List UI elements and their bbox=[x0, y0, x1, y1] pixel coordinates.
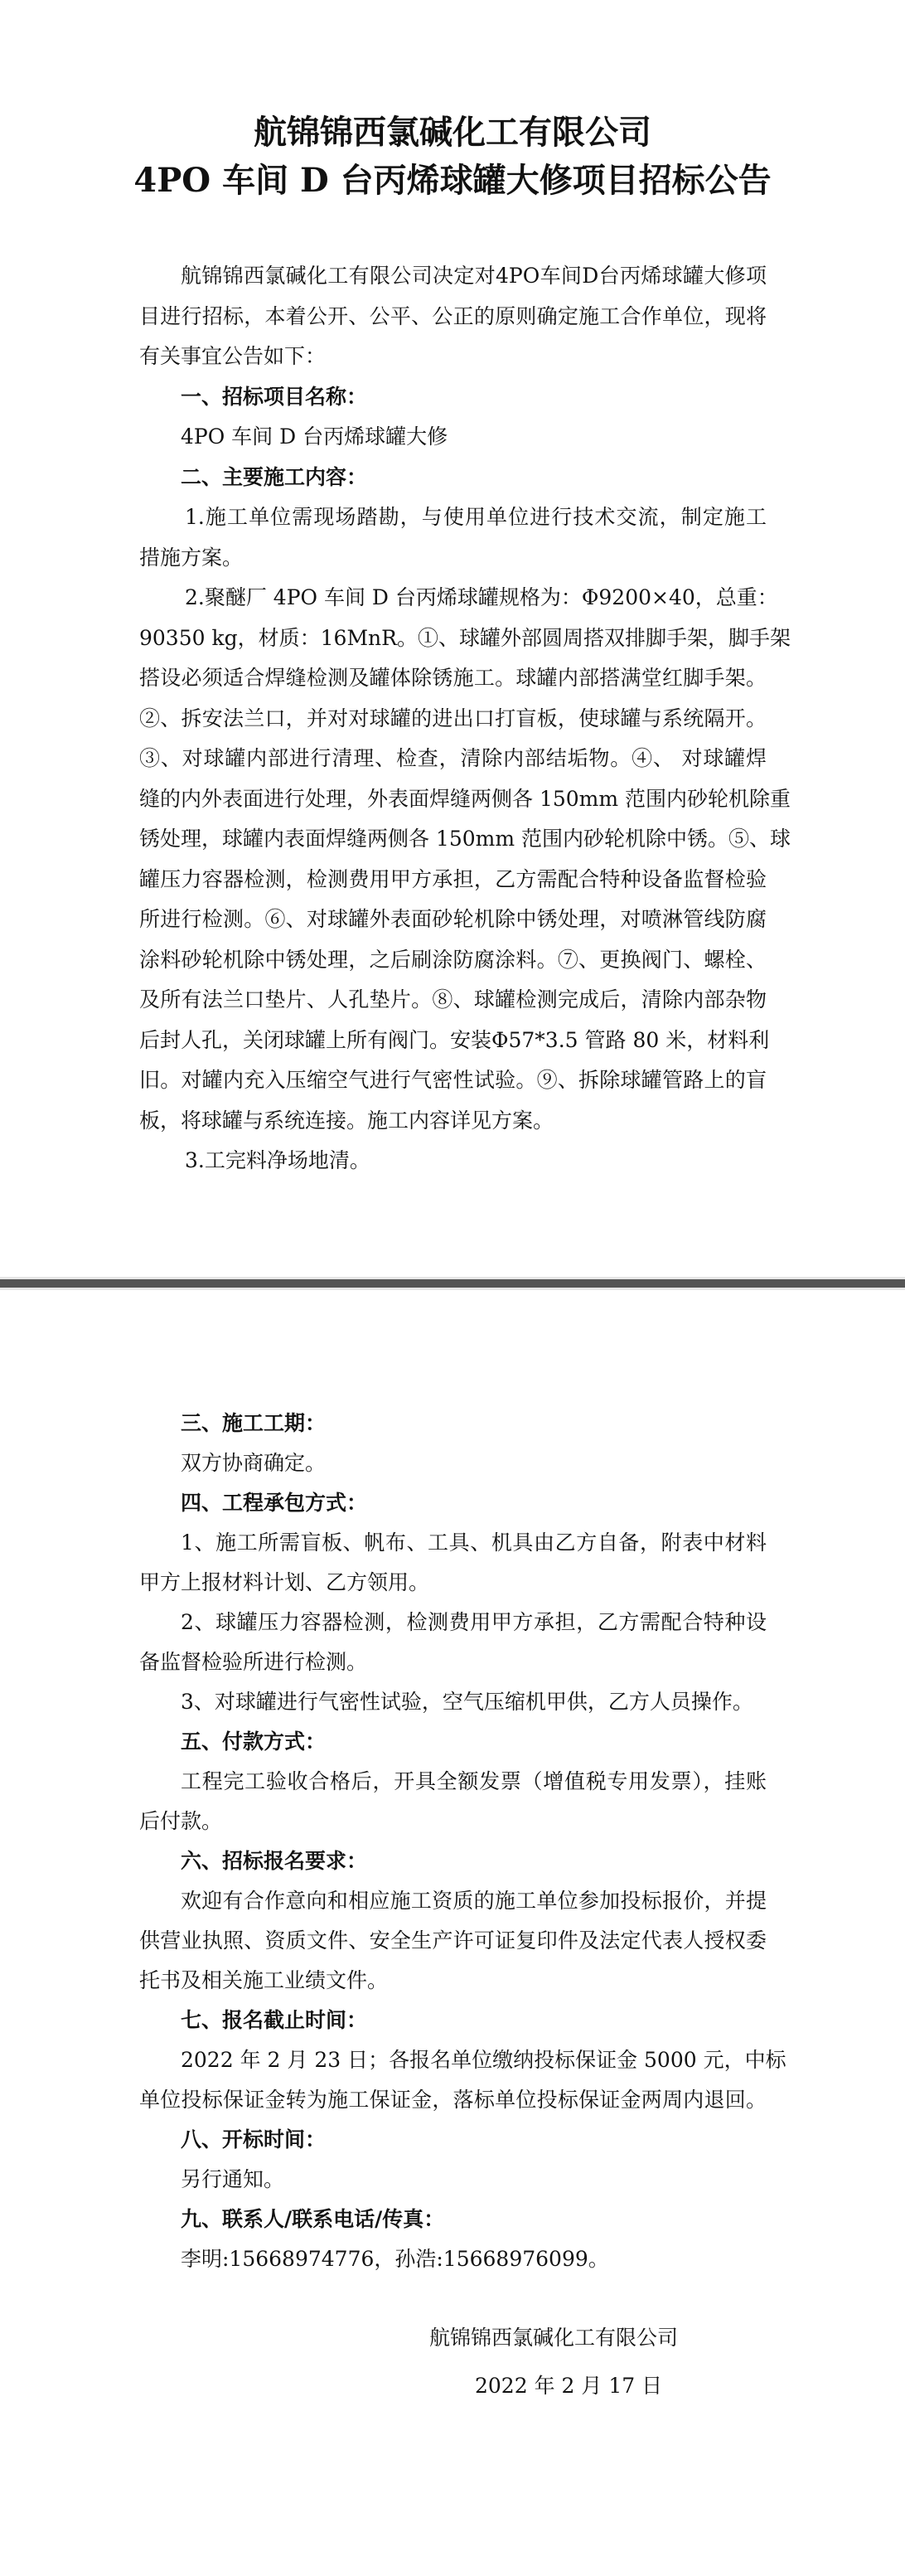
section-text: 后付款。 bbox=[139, 1809, 223, 1833]
section-heading: 七、报名截止时间： bbox=[181, 2008, 368, 2032]
item-line: 1.施工单位需现场踏勘，与使用单位进行技术交流，制定施工 bbox=[185, 505, 767, 529]
item-line: ③、对球罐内部进行清理、检查，清除内部结垢物。④、 对球罐焊 bbox=[139, 746, 767, 770]
item-line: 板，将球罐与系统连接。施工内容详见方案。 bbox=[139, 1108, 554, 1133]
item-line: 锈处理，球罐内表面焊缝两侧各 150mm 范围内砂轮机除中锈。⑤、球 bbox=[139, 827, 791, 851]
item-line: 措施方案。 bbox=[139, 545, 244, 570]
intro-line: 目进行招标，本着公开、公平、公正的原则确定施工合作单位，现将 bbox=[139, 303, 767, 328]
section-heading: 五、付款方式： bbox=[181, 1729, 327, 1754]
separator-edge bbox=[0, 1288, 905, 1290]
section-heading: 四、工程承包方式： bbox=[181, 1491, 368, 1515]
signature-company: 航锦锦西氯碱化工有限公司 bbox=[429, 2326, 679, 2350]
section-heading: 八、开标时间： bbox=[181, 2127, 327, 2152]
item-line: ②、拆安法兰口，并对对球罐的进出口打盲板，使球罐与系统隔开。 bbox=[139, 706, 767, 730]
signature-date: 2022 年 2 月 17 日 bbox=[475, 2374, 663, 2398]
section-text: 2022 年 2 月 23 日；各报名单位缴纳投标保证金 5000 元，中标 bbox=[181, 2048, 786, 2072]
page-1-body bbox=[139, 256, 791, 1181]
item-line: 缝的内外表面进行处理，外表面焊缝两侧各 150mm 范围内砂轮机除重 bbox=[139, 786, 791, 811]
section-text: 4PO 车间 D 台丙烯球罐大修 bbox=[181, 424, 448, 449]
item-line: 备监督检验所进行检测。 bbox=[139, 1650, 368, 1674]
section-heading: 二、主要施工内容： bbox=[181, 464, 368, 489]
section-heading: 六、招标报名要求： bbox=[181, 1849, 368, 1873]
section-text: 供营业执照、资质文件、安全生产许可证复印件及法定代表人授权委 bbox=[139, 1928, 767, 1953]
item-line: 2.聚醚厂 4PO 车间 D 台丙烯球罐规格为：Φ9200×40，总重： bbox=[185, 585, 778, 609]
section-text: 另行通知。 bbox=[181, 2167, 285, 2191]
intro-line: 航锦锦西氯碱化工有限公司决定对4PO车间D台丙烯球罐大修项 bbox=[181, 264, 767, 288]
item-line: 涂料砂轮机除中锈处理，之后刷涂防腐涂料。⑦、更换阀门、螺栓、 bbox=[139, 947, 767, 972]
item-line: 3、对球罐进行气密性试验，空气压缩机甲供，乙方人员操作。 bbox=[181, 1690, 753, 1714]
item-line: 2、球罐压力容器检测，检测费用甲方承担，乙方需配合特种设 bbox=[181, 1610, 767, 1634]
title-announcement: 4PO 车间 D 台丙烯球罐大修项目招标公告 bbox=[133, 161, 772, 200]
item-line: 甲方上报材料计划、乙方领用。 bbox=[139, 1570, 430, 1594]
section-text: 欢迎有合作意向和相应施工资质的施工单位参加投标报价，并提 bbox=[181, 1889, 767, 1913]
item-line: 罐压力容器检测，检测费用甲方承担，乙方需配合特种设备监督检验 bbox=[139, 866, 767, 891]
item-line: 搭设必须适合焊缝检测及罐体除锈施工。球罐内部搭满堂红脚手架。 bbox=[139, 666, 767, 690]
section-text: 工程完工验收合格后，开具全额发票（增值税专用发票），挂账 bbox=[181, 1769, 767, 1793]
section-text: 托书及相关施工业绩文件。 bbox=[139, 1968, 389, 1992]
title-company: 航锦锦西氯碱化工有限公司 bbox=[254, 113, 651, 152]
item-line: 所进行检测。⑥、对球罐外表面砂轮机除中锈处理，对喷淋管线防腐 bbox=[139, 907, 767, 931]
item-line: 1、施工所需盲板、帆布、工具、机具由乙方自备，附表中材料 bbox=[181, 1531, 767, 1555]
section-heading: 三、施工工期： bbox=[181, 1411, 327, 1435]
item-line: 旧。对罐内充入压缩空气进行气密性试验。⑨、拆除球罐管路上的盲 bbox=[139, 1068, 767, 1092]
section-text: 单位投标保证金转为施工保证金，落标单位投标保证金两周内退回。 bbox=[139, 2088, 767, 2112]
item-line: 90350 kg，材质：16MnR。①、球罐外部圆周搭双排脚手架，脚手架 bbox=[139, 625, 791, 650]
section-heading: 九、联系人/联系电话/传真： bbox=[181, 2207, 445, 2231]
item-line: 3.工完料净场地清。 bbox=[185, 1148, 370, 1172]
section-text: 双方协商确定。 bbox=[181, 1451, 327, 1475]
contact-info: 李明:15668974776，孙浩:15668976099。 bbox=[181, 2247, 609, 2271]
page-separator bbox=[0, 1277, 905, 1290]
section-heading: 一、招标项目名称： bbox=[181, 384, 368, 409]
separator-bar bbox=[0, 1279, 905, 1288]
item-line: 后封人孔，关闭球罐上所有阀门。安装Φ57*3.5 管路 80 米，材料利 bbox=[139, 1027, 770, 1052]
intro-line: 有关事宜公告如下： bbox=[139, 344, 327, 368]
page-2-body bbox=[139, 1404, 786, 2279]
item-line: 及所有法兰口垫片、人孔垫片。⑧、球罐检测完成后，清除内部杂物 bbox=[139, 987, 767, 1011]
